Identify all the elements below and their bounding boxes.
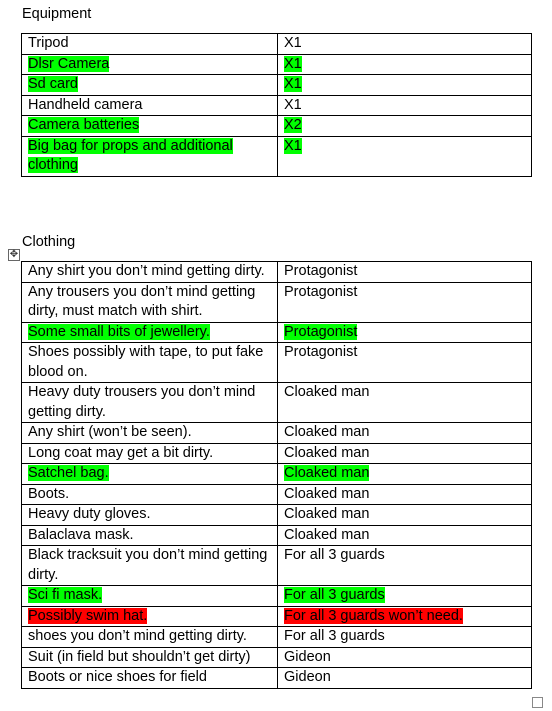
equipment-row bbox=[22, 54, 532, 75]
clothing-cell-character[interactable] bbox=[278, 383, 532, 423]
table-resize-handle-icon[interactable] bbox=[532, 697, 543, 708]
clothing-row bbox=[22, 606, 532, 627]
clothing-cell-item[interactable] bbox=[22, 647, 278, 668]
clothing-item-text: Any trousers you don’t mind getting dirty, must match with shirt. bbox=[28, 283, 256, 319]
equipment-cell-item[interactable] bbox=[22, 34, 278, 55]
clothing-item-text: Some small bits of jewellery. bbox=[28, 323, 210, 340]
clothing-item-text: Boots. bbox=[28, 485, 70, 502]
clothing-heading: Clothing bbox=[22, 234, 76, 250]
equipment-cell-item[interactable] bbox=[22, 75, 278, 96]
clothing-cell-item[interactable] bbox=[22, 484, 278, 505]
clothing-cell-character[interactable] bbox=[278, 282, 532, 322]
clothing-cell-character[interactable] bbox=[278, 443, 532, 464]
equipment-row bbox=[22, 136, 532, 176]
equipment-quantity-text: X1 bbox=[284, 137, 302, 154]
equipment-quantity-text: X2 bbox=[284, 117, 302, 133]
equipment-quantity-text: X1 bbox=[284, 96, 302, 113]
clothing-character-text: For all 3 guards bbox=[284, 587, 385, 603]
clothing-cell-item[interactable] bbox=[22, 383, 278, 423]
clothing-item-text: Balaclava mask. bbox=[28, 526, 134, 543]
clothing-cell-item[interactable] bbox=[22, 586, 278, 607]
clothing-row bbox=[22, 546, 532, 586]
clothing-cell-item[interactable] bbox=[22, 606, 278, 627]
clothing-row bbox=[22, 647, 532, 668]
equipment-item-text: Dlsr Camera bbox=[28, 55, 110, 72]
clothing-item-text: Heavy duty gloves. bbox=[28, 506, 151, 522]
equipment-row bbox=[22, 75, 532, 96]
clothing-cell-item[interactable] bbox=[22, 627, 278, 648]
clothing-item-text: Suit (in field but shouldn’t get dirty) bbox=[28, 648, 251, 665]
clothing-character-text: Cloaked man bbox=[284, 444, 370, 461]
clothing-row bbox=[22, 505, 532, 526]
clothing-character-text: Protagonist bbox=[284, 263, 358, 279]
clothing-cell-character[interactable] bbox=[278, 647, 532, 668]
equipment-cell-item[interactable] bbox=[22, 95, 278, 116]
clothing-character-text: For all 3 guards won’t need. bbox=[284, 607, 463, 624]
clothing-item-text: Any shirt (won’t be seen). bbox=[28, 424, 192, 440]
clothing-cell-item[interactable] bbox=[22, 443, 278, 464]
clothing-item-text: Possibly swim hat. bbox=[28, 607, 148, 624]
clothing-cell-character[interactable] bbox=[278, 505, 532, 526]
equipment-row bbox=[22, 34, 532, 55]
equipment-item-text: Sd card bbox=[28, 76, 78, 92]
clothing-character-text: Cloaked man bbox=[284, 526, 370, 543]
clothing-cell-character[interactable] bbox=[278, 525, 532, 546]
clothing-cell-item[interactable] bbox=[22, 262, 278, 283]
equipment-table bbox=[21, 33, 532, 177]
clothing-cell-character[interactable] bbox=[278, 262, 532, 283]
clothing-row bbox=[22, 423, 532, 444]
clothing-cell-item[interactable] bbox=[22, 282, 278, 322]
equipment-cell-item[interactable] bbox=[22, 116, 278, 137]
equipment-cell-item[interactable] bbox=[22, 136, 278, 176]
table-move-handle-icon[interactable]: ✥ bbox=[9, 249, 19, 260]
clothing-character-text: Cloaked man bbox=[284, 506, 370, 522]
clothing-row bbox=[22, 443, 532, 464]
clothing-item-text: Satchel bag. bbox=[28, 465, 109, 481]
clothing-row bbox=[22, 383, 532, 423]
equipment-quantity-text: X1 bbox=[284, 35, 302, 51]
clothing-character-text: Gideon bbox=[284, 669, 331, 685]
equipment-cell-quantity[interactable] bbox=[278, 75, 532, 96]
clothing-row bbox=[22, 668, 532, 689]
clothing-row bbox=[22, 525, 532, 546]
equipment-cell-quantity[interactable] bbox=[278, 34, 532, 55]
clothing-cell-item[interactable] bbox=[22, 343, 278, 383]
clothing-cell-item[interactable] bbox=[22, 423, 278, 444]
clothing-cell-item[interactable] bbox=[22, 525, 278, 546]
equipment-item-text: Tripod bbox=[28, 35, 69, 51]
clothing-character-text: Protagonist bbox=[284, 344, 358, 360]
equipment-cell-item[interactable] bbox=[22, 54, 278, 75]
clothing-row bbox=[22, 484, 532, 505]
clothing-cell-character[interactable] bbox=[278, 627, 532, 648]
clothing-cell-character[interactable] bbox=[278, 586, 532, 607]
clothing-item-text: shoes you don’t mind getting dirty. bbox=[28, 628, 247, 644]
equipment-quantity-text: X1 bbox=[284, 76, 302, 92]
clothing-cell-character[interactable] bbox=[278, 464, 532, 485]
equipment-item-text: Big bag for props and additional clothing bbox=[28, 137, 233, 173]
clothing-row bbox=[22, 627, 532, 648]
clothing-item-text: Long coat may get a bit dirty. bbox=[28, 444, 214, 461]
equipment-cell-quantity[interactable] bbox=[278, 136, 532, 176]
equipment-cell-quantity[interactable] bbox=[278, 116, 532, 137]
clothing-character-text: Cloaked man bbox=[284, 485, 370, 502]
equipment-cell-quantity[interactable] bbox=[278, 54, 532, 75]
clothing-character-text: For all 3 guards bbox=[284, 628, 385, 644]
equipment-quantity-text: X1 bbox=[284, 55, 302, 72]
clothing-cell-character[interactable] bbox=[278, 668, 532, 689]
clothing-cell-item[interactable] bbox=[22, 668, 278, 689]
clothing-row bbox=[22, 282, 532, 322]
clothing-character-text: Gideon bbox=[284, 648, 331, 665]
clothing-row bbox=[22, 262, 532, 283]
clothing-item-text: Boots or nice shoes for field bbox=[28, 669, 207, 685]
clothing-row bbox=[22, 464, 532, 485]
clothing-item-text: Black tracksuit you don’t mind getting dirty. bbox=[28, 547, 268, 583]
clothing-character-text: Protagonist bbox=[284, 323, 358, 340]
equipment-cell-quantity[interactable] bbox=[278, 95, 532, 116]
clothing-item-text: Any shirt you don’t mind getting dirty. bbox=[28, 263, 265, 279]
clothing-item-text: Heavy duty trousers you don’t mind getting dirty. bbox=[28, 384, 256, 420]
equipment-row bbox=[22, 116, 532, 137]
clothing-cell-character[interactable] bbox=[278, 546, 532, 586]
clothing-character-text: Protagonist bbox=[284, 283, 358, 300]
clothing-cell-item[interactable] bbox=[22, 505, 278, 526]
clothing-cell-character[interactable] bbox=[278, 423, 532, 444]
clothing-cell-item[interactable] bbox=[22, 464, 278, 485]
clothing-item-text: Shoes possibly with tape, to put fake blood on. bbox=[28, 344, 264, 380]
clothing-character-text: Cloaked man bbox=[284, 424, 370, 440]
equipment-heading: Equipment bbox=[22, 6, 92, 22]
clothing-table bbox=[21, 261, 532, 689]
clothing-cell-character[interactable] bbox=[278, 322, 532, 343]
clothing-cell-character[interactable] bbox=[278, 343, 532, 383]
clothing-cell-item[interactable] bbox=[22, 546, 278, 586]
equipment-item-text: Handheld camera bbox=[28, 96, 143, 113]
clothing-character-text: Cloaked man bbox=[284, 384, 370, 400]
clothing-row bbox=[22, 586, 532, 607]
equipment-item-text: Camera batteries bbox=[28, 117, 140, 133]
clothing-cell-character[interactable] bbox=[278, 484, 532, 505]
clothing-character-text: For all 3 guards bbox=[284, 547, 385, 563]
clothing-cell-character[interactable] bbox=[278, 606, 532, 627]
clothing-row bbox=[22, 343, 532, 383]
equipment-row bbox=[22, 95, 532, 116]
clothing-cell-item[interactable] bbox=[22, 322, 278, 343]
clothing-character-text: Cloaked man bbox=[284, 465, 370, 481]
clothing-row bbox=[22, 322, 532, 343]
clothing-item-text: Sci fi mask. bbox=[28, 587, 103, 603]
